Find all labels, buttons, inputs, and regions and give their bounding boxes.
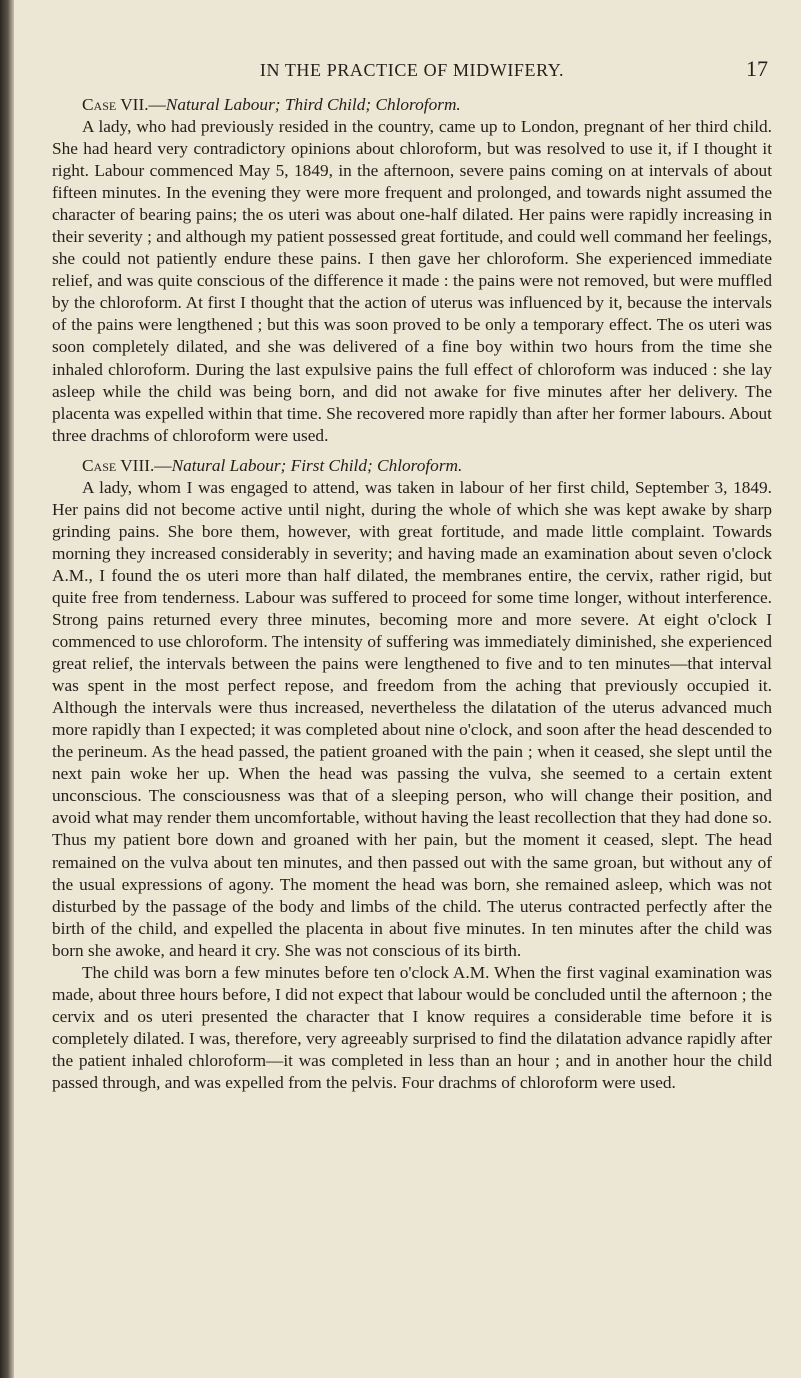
case-subtitle: Natural Labour; Third Child; Chloroform.	[165, 95, 461, 114]
case-paragraph: A lady, whom I was engaged to attend, was taken in labour of her first child, September 3, 1849. Her pains did not become active until night, during the whole of which she was kept awake by sharp grinding pains. She bore them, however, with great fortitude, and made little complaint. Towards morning they increased considerably in severity; and having made an examination about seven o'clock A.M., I found the os uteri more than half dilated, the membranes entire, the cervix, rather rigid, but quite free from tenderness. Labour was suffered to proceed for some time longer, without interference. Strong pains returned every three minutes, becoming more and more severe. At eight o'clock I commenced to use chloroform. The intensity of suffering was immediately diminished, she experienced great relief, the intervals between the pains were lengthened to five and to ten minutes—that interval was spent in the most perfect repose, and freedom from the aching that previously occupied it. Although the intervals were thus increased, nevertheless the dilatation of the uterus advanced much more rapidly than I expected; it was completed about nine o'clock, and soon after the head descended to the perineum. As the head passed, the patient groaned with the pain ; when it ceased, she slept until the next pain woke her up. When the head was passing the vulva, she seemed to a certain extent unconscious. The consciousness was that of a sleeping person, who will change their position, and avoid what may render them uncomfortable, without having the least recollection that they had done so. Thus my patient bore down and groaned with her pain, but the moment it ceased, slept. The head remained on the vulva about ten minutes, and then passed out with the same groan, but without any of the usual expressions of agony. The moment the head was born, she remained asleep, which was not disturbed by the passage of the body and limbs of the child. The uterus contracted perfectly after the birth of the child, and expelled the placenta in about five minutes. In ten minutes after the child was born she awoke, and heard it cry. She was not conscious of its birth.	[52, 477, 772, 960]
case-heading: Case VIII.—Natural Labour; First Child; Chloroform.	[82, 455, 463, 475]
case-subtitle: Natural Labour; First Child; Chloroform.	[171, 455, 463, 475]
case-label: Case VII.	[82, 95, 149, 114]
case-label: Case VIII.	[82, 455, 155, 475]
case-viii	[52, 455, 772, 1094]
running-title: IN THE PRACTICE OF MIDWIFERY.	[259, 60, 565, 80]
case-paragraph: The child was born a few minutes before ten o'clock A.M. When the first vaginal examination was made, about three hours before, I did not expect that labour would be concluded until the afternoon ; the cervix and os uteri presented the character that I know requires a considerable time before it is completely dilated. I was, therefore, very agreeably surprised to find the dilatation advance rapidly after the patient inhaled chloroform—it was completed in less than an hour ; and in another hour the child passed through, and was expelled from the pelvis. Four drachms of chloroform were used.	[52, 962, 772, 1092]
book-page	[52, 52, 772, 1100]
running-head	[52, 52, 772, 86]
page-number: 17	[746, 56, 768, 81]
case-heading: Case VII.—Natural Labour; Third Child; Chloroform.	[82, 95, 461, 114]
book-spine-shadow	[0, 0, 14, 1378]
case-vii	[52, 94, 772, 447]
case-paragraph: A lady, who had previously resided in the country, came up to London, pregnant of her third child. She had heard very contradictory opinions about chloroform, but was resolved to use it, if I thought it right. Labour commenced May 5, 1849, in the afternoon, severe pains coming on at intervals of about fifteen minutes. In the evening they were more frequent and prolonged, and towards night assumed the character of bearing pains; the os uteri was about one-half dilated. Her pains were rapidly increasing in their severity ; and although my patient possessed great fortitude, and could well command her feelings, she could not patiently endure these pains. I then gave her chloroform. She experienced immediate relief, and was quite conscious of the difference it made : the pains were not removed, but were muffled by the chloroform. At first I thought that the action of uterus was influenced by it, because the intervals of the pains were lengthened ; but this was soon proved to be only a temporary effect. The os uteri was soon completely dilated, and she was delivered of a fine boy within two hours from the time she inhaled chloroform. During the last expulsive pains the full effect of chloroform was induced : she lay asleep while the child was being born, and did not awake for five minutes after her delivery. The placenta was expelled within that time. She recovered more rapidly than after her former labours. About three drachms of chloroform were used.	[52, 117, 772, 445]
